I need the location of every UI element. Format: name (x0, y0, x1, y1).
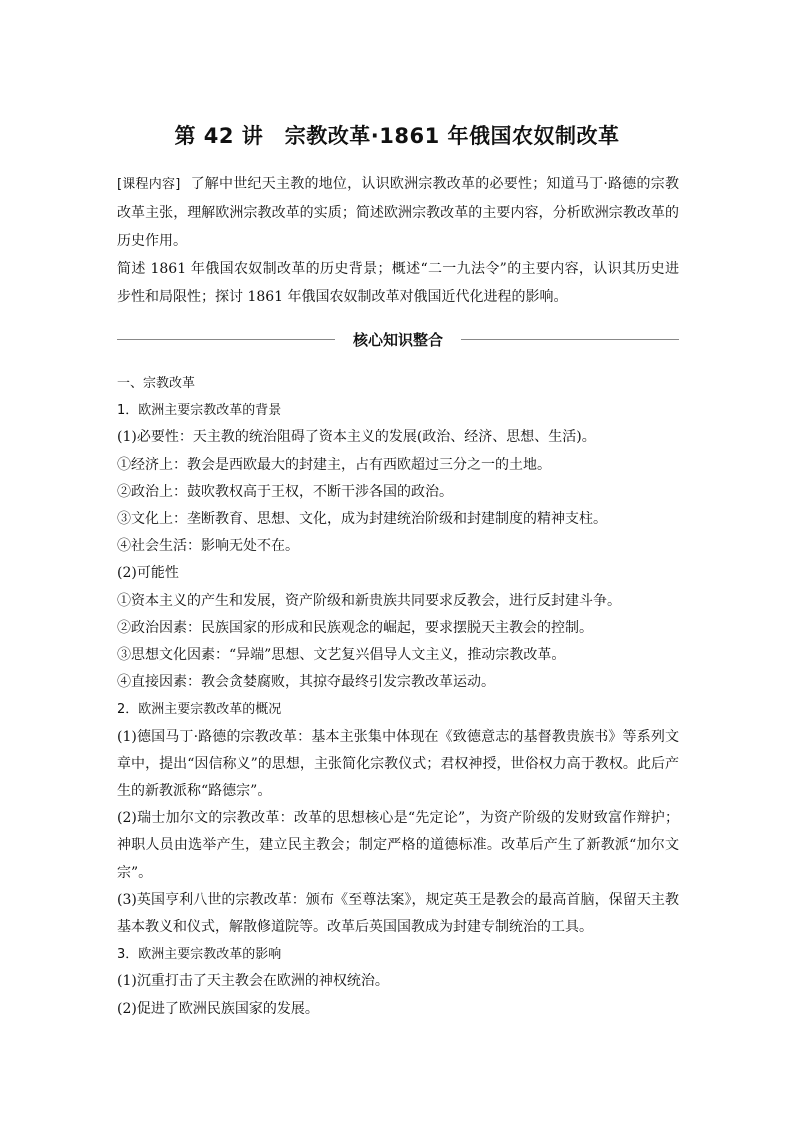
course-paragraph-2: 简述 1861 年俄国农奴制改革的历史背景；概述“二一九法令”的主要内容，认识其历史进步性和局限性；探讨 1861 年俄国农奴制改革对俄国近代化进程的影响。 (117, 261, 679, 305)
divider-label: 核心知识整合 (353, 330, 444, 349)
overview-paragraph: (1)德国马丁·路德的宗教改革：基本主张集中体现在《致德意志的基督教贵族书》等系列文章中，提出“因信称义”的思想，主张简化宗教仪式；君权神授，世俗权力高于教权。此后产生的新教派称“路德宗”。 (117, 728, 679, 800)
impact-line: (1)沉重打击了天主教会在欧洲的神权统治。 (117, 973, 389, 990)
subsection-heading-overview: 2．欧洲主要宗教改革的概况 (117, 702, 282, 718)
course-tag: [课程内容] (117, 177, 181, 192)
course-content (117, 170, 679, 311)
section-heading: 一、宗教改革 (117, 376, 196, 391)
subsection-heading-impact: 3．欧洲主要宗教改革的影响 (117, 947, 282, 963)
background-line: ③文化上：垄断教育、思想、文化，成为封建统治阶级和封建制度的精神支柱。 (117, 511, 607, 528)
background-line: ②政治上：鼓吹教权高于王权，不断干涉各国的政治。 (117, 483, 453, 500)
background-line: ④直接因素：教会贪婪腐败，其掠夺最终引发宗教改革运动。 (117, 674, 495, 691)
background-line: ④社会生活：影响无处不在。 (117, 538, 299, 555)
background-line: ②政治因素：民族国家的形成和民族观念的崛起，要求摆脱天主教会的控制。 (117, 619, 593, 636)
background-line: (2)可能性 (117, 565, 179, 582)
subsection-heading-background: 1．欧洲主要宗教改革的背景 (117, 403, 282, 419)
background-line: ①资本主义的产生和发展，资产阶级和新贵族共同要求反教会，进行反封建斗争。 (117, 592, 621, 609)
course-text-1: 了解中世纪天主教的地位，认识欧洲宗教改革的必要性；知道马丁·路德的宗教改革主张，理解欧洲宗教改革的实质；简述欧洲宗教改革的主要内容，分析欧洲宗教改革的历史作用。 (117, 176, 679, 249)
background-line: ③思想文化因素：“异端”思想、文艺复兴倡导人文主义，推动宗教改革。 (117, 647, 566, 664)
page-title: 第 42 讲 宗教改革·1861 年俄国农奴制改革 (174, 124, 620, 148)
course-paragraph-1 (117, 170, 679, 255)
overview-paragraph: (3)英国亨利八世的宗教改革：颁布《至尊法案》，规定英王是教会的最高首脑，保留天主教基本教义和仪式，解散修道院等。改革后英国国教成为封建专制统治的工具。 (117, 891, 679, 936)
overview-paragraph: (2)瑞士加尔文的宗教改革：改革的思想核心是“先定论”，为资产阶级的发财致富作辩护；神职人员由选举产生，建立民主教会；制定严格的道德标准。改革后产生了新教派“加尔文宗”。 (117, 810, 679, 881)
divider-line-right (461, 339, 679, 340)
background-line: ①经济上：教会是西欧最大的封建主，占有西欧超过三分之一的土地。 (117, 456, 551, 473)
knowledge-content (117, 370, 679, 1023)
section-divider (117, 326, 679, 352)
divider-line-left (117, 339, 335, 340)
impact-line: (2)促进了欧洲民族国家的发展。 (117, 1000, 319, 1017)
background-line: (1)必要性：天主教的统治阻碍了资本主义的发展(政治、经济、思想、生活)。 (117, 429, 596, 446)
